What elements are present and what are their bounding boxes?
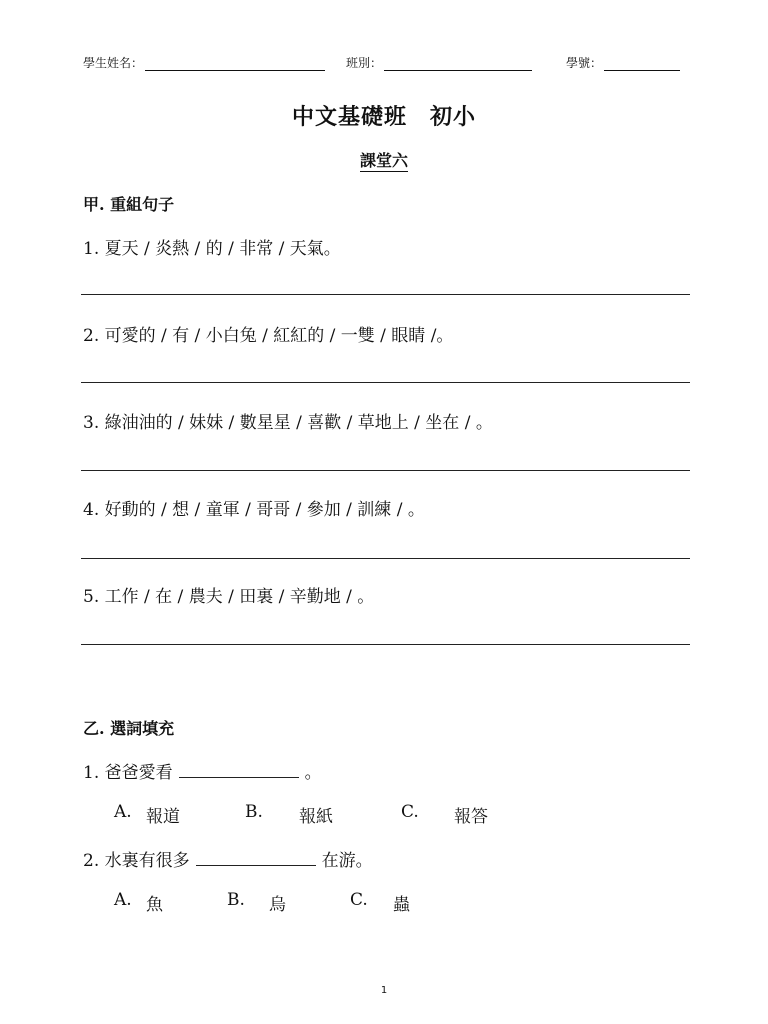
section-a-heading: 甲. 重組句子 <box>83 195 175 214</box>
question-b2-suffix: 在游。 <box>321 851 373 871</box>
question-b2-text: 2. 水裏有很多 <box>83 851 190 871</box>
question-a2: 2. 可愛的 / 有 / 小白兔 / 紅紅的 / 一雙 / 眼睛 /。 <box>83 326 454 346</box>
subtitle-text: 課堂六 <box>359 151 408 170</box>
student-number-line[interactable] <box>604 56 680 71</box>
option-b1-c[interactable]: 報答 <box>454 807 488 827</box>
fill-blank-b2[interactable] <box>196 849 316 866</box>
question-a3: 3. 綠油油的 / 妹妹 / 數星星 / 喜歡 / 草地上 / 坐在 / 。 <box>83 413 493 433</box>
option-b2-a-letter: A. <box>114 890 132 910</box>
answer-line-a3[interactable] <box>81 470 690 471</box>
question-b1-suffix: 。 <box>304 763 322 783</box>
option-b2-a[interactable]: 魚 <box>146 895 163 915</box>
page-title: 中文基礎班 初小 <box>291 104 476 130</box>
section-b-heading: 乙. 選詞填充 <box>83 719 175 738</box>
question-a1: 1. 夏天 / 炎熱 / 的 / 非常 / 天氣。 <box>83 239 341 259</box>
student-number-field <box>566 54 680 71</box>
question-a4: 4. 好動的 / 想 / 童軍 / 哥哥 / 參加 / 訓練 / 。 <box>83 500 425 520</box>
option-b1-b[interactable]: 報紙 <box>299 807 333 827</box>
student-name-line[interactable] <box>145 56 325 71</box>
class-line[interactable] <box>384 56 532 71</box>
option-b1-a-letter: A. <box>114 802 132 822</box>
class-label: 班別： <box>346 56 383 70</box>
page-subtitle <box>0 148 768 171</box>
answer-line-a1[interactable] <box>81 294 690 295</box>
student-name-label: 學生姓名： <box>83 56 144 70</box>
answer-line-a4[interactable] <box>81 558 690 559</box>
option-b2-b[interactable]: 烏 <box>269 895 286 915</box>
question-b1 <box>83 758 322 783</box>
option-b2-b-letter: B. <box>227 890 245 910</box>
option-b2-c-letter: C. <box>350 890 368 910</box>
question-a5: 5. 工作 / 在 / 農夫 / 田裏 / 辛勤地 / 。 <box>83 587 375 607</box>
student-name-field <box>83 54 325 71</box>
option-b1-b-letter: B. <box>245 802 263 822</box>
student-number-label: 學號： <box>566 56 603 70</box>
option-b2-c[interactable]: 蟲 <box>393 895 410 915</box>
question-b1-text: 1. 爸爸愛看 <box>83 763 173 783</box>
answer-line-a2[interactable] <box>81 382 690 383</box>
page-number: 1 <box>380 985 388 996</box>
option-b1-a[interactable]: 報道 <box>146 807 180 827</box>
answer-line-a5[interactable] <box>81 644 690 645</box>
option-b1-c-letter: C. <box>401 802 419 822</box>
question-b2 <box>83 846 373 871</box>
fill-blank-b1[interactable] <box>179 761 299 778</box>
class-field <box>346 54 532 71</box>
